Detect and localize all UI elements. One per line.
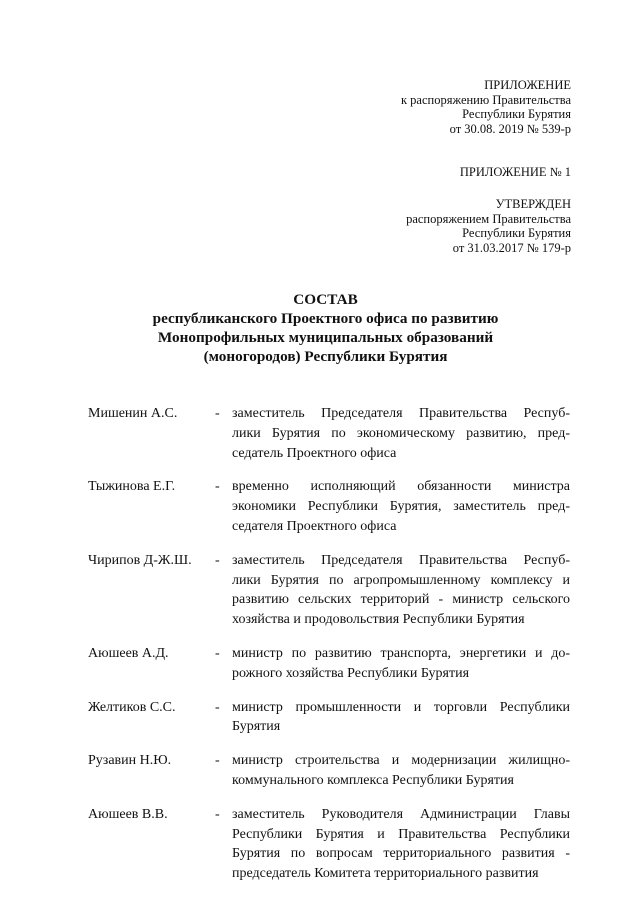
member-name: Мишенин А.С. <box>88 406 178 421</box>
member-dash: - <box>215 479 220 495</box>
approval-line: УТВЕРЖДЕН <box>495 197 571 211</box>
member-role <box>232 477 570 536</box>
member-row <box>88 644 570 684</box>
role-line: председатель Комитета территориального развития <box>232 866 539 882</box>
role-line: Республики Бурятия и Правительства Республики <box>232 826 570 842</box>
role-line: заместитель Председателя Правительства Респуб- <box>232 552 570 568</box>
approval-line: распоряжением Правительства <box>406 211 571 226</box>
member-dash: - <box>215 753 220 769</box>
member-role <box>232 751 570 791</box>
role-line: министр промышленности и торговли Республики <box>232 699 570 715</box>
approval-line: Республики Бурятия <box>462 226 571 240</box>
appendix-line: ПРИЛОЖЕНИЕ <box>484 78 571 92</box>
document-title <box>80 290 571 366</box>
member-role <box>232 805 570 884</box>
role-line: заместитель Председателя Правительства Респуб- <box>232 406 570 421</box>
role-line: развитию сельских территорий - министр сельского <box>232 592 570 608</box>
member-name: Рузавин Н.Ю. <box>88 753 172 769</box>
member-row <box>88 805 570 884</box>
member-name: Чирипов Д-Ж.Ш. <box>88 552 192 568</box>
member-row <box>88 751 570 791</box>
approval-line: от 31.03.2017 № 179-р <box>452 240 571 255</box>
member-role <box>232 404 570 463</box>
appendix-line: от 30.08. 2019 № 539-р <box>449 121 571 136</box>
title-line: СОСТАВ <box>293 291 358 308</box>
role-line: Бурятия по вопросам территориального развития - <box>232 846 570 862</box>
appendix-header <box>401 78 571 136</box>
role-line: седатель Проектного офиса <box>232 445 397 461</box>
role-line: лики Бурятия по экономическому развитию, пред- <box>232 425 570 441</box>
role-line: заместитель Руководителя Администрации Главы <box>232 806 570 822</box>
appendix-number-text: ПРИЛОЖЕНИЕ № 1 <box>459 165 571 179</box>
member-dash: - <box>215 806 220 822</box>
member-dash: - <box>215 699 220 715</box>
member-row <box>88 698 570 738</box>
member-dash: - <box>215 645 220 661</box>
title-line: Монопрофильных муниципальных образований <box>157 329 494 346</box>
role-line: седателя Проектного офиса <box>232 518 397 534</box>
role-line: лики Бурятия по агропромышленному комплексу и <box>232 572 570 588</box>
member-list <box>88 404 570 898</box>
member-role <box>232 551 570 630</box>
role-line: временно исполняющий обязанности министра <box>232 479 570 495</box>
member-dash: - <box>215 406 220 421</box>
member-row <box>88 477 570 536</box>
member-role <box>232 644 570 684</box>
appendix-line: Республики Бурятия <box>462 107 571 121</box>
role-line: экономики Республики Бурятия, заместитель пред- <box>232 499 570 515</box>
member-dash: - <box>215 552 220 568</box>
title-line: (моногородов) Республики Бурятия <box>203 348 448 365</box>
role-line: Бурятия <box>232 719 281 735</box>
member-row <box>88 404 570 463</box>
member-name: Аюшеев В.В. <box>88 806 168 822</box>
member-name: Желтиков С.С. <box>88 699 176 715</box>
role-line: рожного хозяйства Республики Бурятия <box>232 665 470 681</box>
role-line: коммунального комплекса Республики Бурятия <box>232 772 514 788</box>
title-line: республиканского Проектного офиса по развитию <box>152 310 499 327</box>
member-name: Аюшеев А.Д. <box>88 645 169 661</box>
role-line: хозяйства и продовольствия Республики Бурятия <box>232 612 525 628</box>
approval-stamp <box>406 197 571 255</box>
appendix-line: к распоряжению Правительства <box>400 92 571 107</box>
role-line: министр строительства и модернизации жилищно- <box>232 753 570 769</box>
role-line: министр по развитию транспорта, энергетики и до- <box>232 645 570 661</box>
member-row <box>88 551 570 630</box>
appendix-number <box>460 165 571 180</box>
member-role <box>232 698 570 738</box>
member-name: Тыжинова Е.Г. <box>88 479 176 495</box>
